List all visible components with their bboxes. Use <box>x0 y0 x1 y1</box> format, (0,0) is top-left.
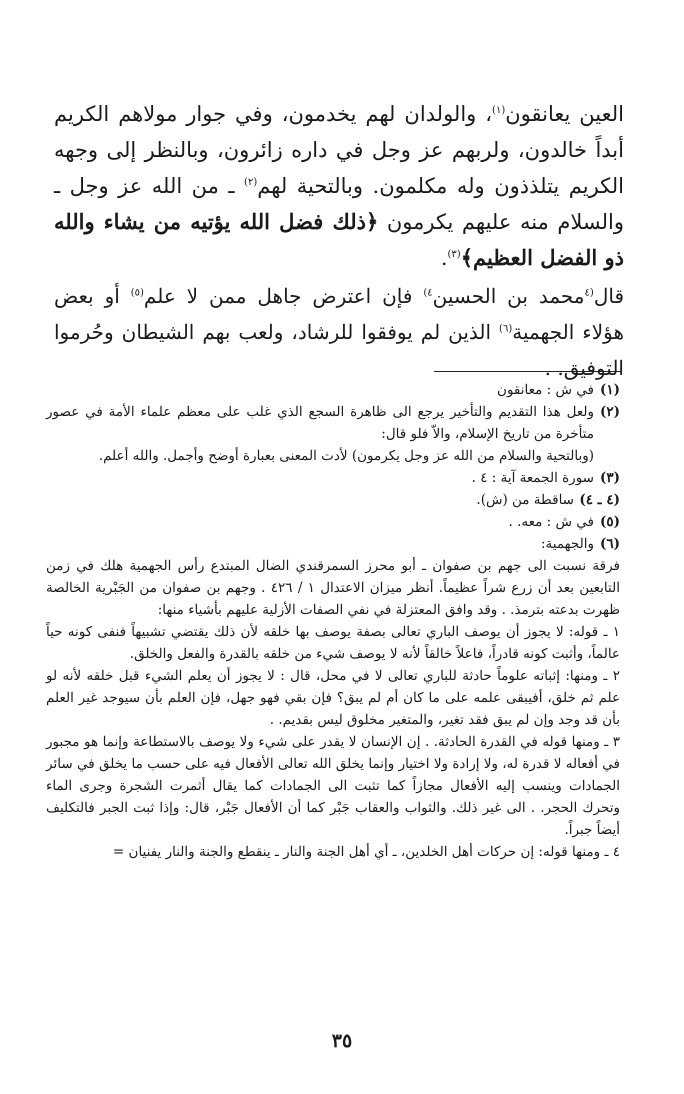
footnote-item <box>46 533 620 555</box>
footnote-marker-3: (٣) <box>447 249 461 260</box>
footnote-number: (١) <box>599 382 620 398</box>
footnote-text: ولعل هذا التقديم والتأخير يرجع الى ظاهرة السجع الذي غلب على معظم علماء الأمة في عصور متأخرة من تاريخ الإسلام، والاّ فلو قال: <box>46 404 594 442</box>
footnote-marker-4a: (٤ <box>584 287 594 299</box>
jahmiyya-point: ٢ ـ ومنها: إثباته علوماً حادثة للباري تعالى لا في محل، قال : لا يجوز أن يعلم الشيء قبل خلقه لأنه لو علم ثم خلق، أفيبقى علمه على ما كان أم لم يبق؟ فإن بقي فهو جهل، فإن العلم بأن سيوجد غير العلم بأن قد وجد وإن لم يبق فقد تغير، والمتغير مخلوق ليس بقديم. . <box>46 668 620 728</box>
paragraph-text: العين يعانقون <box>505 102 624 126</box>
quote-end: . <box>440 246 448 270</box>
footnote-text: في ش : معه. . <box>508 514 594 530</box>
footnote-number: (٢) <box>599 404 620 420</box>
jahmiyya-point: ٤ ـ ومنها قوله: إن حركات أهل الخلدين، ـ أي أهل الجنة والنار ـ ينقطع والجنة والنار يفنيان = <box>112 844 620 860</box>
footnote-item <box>46 489 620 511</box>
footnote-number: (٥) <box>599 514 620 530</box>
footnote-text: سورة الجمعة آية : ٤ . <box>471 470 594 486</box>
footnote-marker-2: (٢) <box>244 177 258 188</box>
footnote-text: والجهمية: <box>541 536 594 552</box>
footnote-item <box>46 379 620 401</box>
jahmiyya-intro: فرقة نسبت الى جهم بن صفوان ـ أبو محرز السمرقندي الضال المبتدع رأس الجهمية هلك في زمن التابعين بعد أن زرع شراً عظيماً. أنظر ميزان الاعتدال ١ / ٤٢٦ . وجهم بن صفوان من الجَبْرية الخالصة ظهرت بدعته بترمذ. . وقد وافق المعتزلة في نفي الصفات الأزلية عليهم بأشياء منها: <box>46 558 620 618</box>
paragraph-text: فإن اعترض جاهل ممن لا علم <box>143 284 424 308</box>
main-paragraph-2 <box>54 278 624 386</box>
paragraph-text: ـ من الله عز وجل ـ والسلام منه عليهم يكرمون <box>54 174 624 234</box>
paragraph-text: قال <box>593 284 624 308</box>
footnote-item <box>46 467 620 489</box>
footnote-marker-4b: ٤) <box>423 287 433 299</box>
footnote-number: (٣) <box>599 470 620 486</box>
footnote-item <box>46 401 620 445</box>
footnote-marker-1: (١) <box>492 105 506 116</box>
footnote-divider <box>434 371 622 372</box>
footnote-text: ساقطة من (ش). <box>476 492 574 508</box>
jahmiyya-point: ٣ ـ ومنها قوله في القدرة الحادثة. . إن الإنسان لا يقدر على شيء ولا يوصف بالاستطاعة وإنما هو مجبور في أفعاله لا قدرة له، ولا إرادة ولا اختيار وإنما يخلق الله تعالى الأفعال فيه على حسب ما يخلق في سائر الجمادات وينسب إليه الأفعال مجازاً كما تثبت الى الجمادات كما يقال أثمرت الشجرة وجرى الماء وتحرك الحجر. . الى غير ذلك. والثواب والعقاب جَبْر كما أن الأفعال جَبْر، قال: وإذا ثبت الجبر فالتكليف أيضاً جبراً. <box>46 734 620 838</box>
footnotes <box>46 379 620 863</box>
paragraph-text: ، والولدان لهم يخدمون، وفي جوار مولاهم الكريم أبداً خالدون، ولربهم عز وجل في داره زائرون، وبالنظر إلى وجهه الكريم يتلذذون وله مكلمون. وبالتحية لهم <box>54 102 624 198</box>
footnote-text: في ش : معانقون <box>497 382 594 398</box>
footnote-marker-6: (٦) <box>499 323 513 335</box>
paragraph-text: الذين لم يوفقوا للرشاد، ولعب بهم الشيطان وحُرموا التوفيق. . <box>54 320 624 380</box>
footnote-item <box>46 445 620 467</box>
footnote-text: (وبالتحية والسلام من الله عز وجل يكرمون) لأدت المعنى بعبارة أوضح وأجمل. والله أعلم. <box>98 448 594 464</box>
footnote-number: (٦) <box>599 536 620 552</box>
quran-quote: ﴿ذلك فضل الله يؤتيه من يشاء والله ذو الفضل العظيم﴾ <box>54 209 624 270</box>
jahmiyya-point: ١ ـ قوله: لا يجوز أن يوصف الباري تعالى بصفة يوصف بها خلقه لأن ذلك يقتضي تشبيهاً فنفى كونه حياً عالماً، وأثبت كونه قادراً، فاعلاً خالقاً لأنه لا يوصف شيء من خلقه بالقدرة والفعل والخلق. <box>46 624 620 662</box>
footnote-number: (٤ ـ ٤) <box>579 492 620 508</box>
main-paragraph-1 <box>54 96 624 276</box>
paragraph-text: محمد بن الحسين <box>432 284 585 308</box>
footnote-item <box>46 511 620 533</box>
footnote-marker-5: (٥) <box>130 287 144 299</box>
paragraph-text: أو بعض هؤلاء الجهمية <box>54 284 624 344</box>
page-number: ٣٥ <box>331 1030 353 1052</box>
